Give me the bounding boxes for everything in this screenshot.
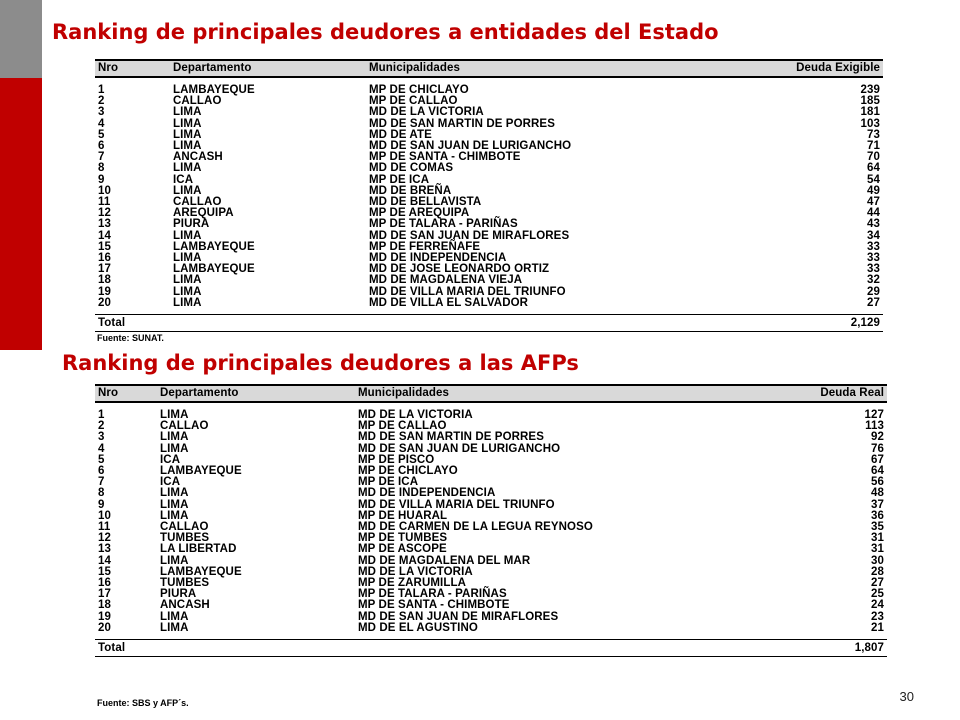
cell-deuda: 92 (871, 431, 884, 444)
cell-municipalidad: MP DE ZARUMILLA (358, 577, 466, 590)
table-row (95, 500, 887, 511)
cell-departamento: LAMBAYEQUE (160, 465, 242, 478)
cell-deuda: 239 (860, 84, 880, 96)
header-municipalidades: Municipalidades (366, 60, 746, 77)
cell-departamento: ANCASH (160, 599, 210, 612)
cell-municipalidad: MD DE INDEPENDENCIA (369, 252, 507, 265)
cell-municipalidad: MD DE INDEPENDENCIA (358, 487, 496, 500)
cell-nro: 9 (98, 498, 105, 511)
cell-municipalidad: MD DE BELLAVISTA (369, 196, 482, 209)
cell-departamento: PIURA (173, 218, 210, 231)
cell-nro: 4 (98, 117, 105, 130)
cell-municipalidad: MD DE SAN JUAN DE MIRAFLORES (358, 610, 559, 623)
cell-departamento: LA LIBERTAD (160, 543, 237, 556)
cell-deuda: 33 (867, 252, 880, 265)
table-row (95, 444, 887, 455)
cell-municipalidad: MP DE PISCO (358, 453, 435, 466)
table-row (95, 119, 883, 130)
cell-municipalidad: MD DE JOSE LEONARDO ORTIZ (369, 263, 550, 276)
cell-deuda: 64 (871, 465, 884, 478)
cell-deuda: 21 (871, 621, 884, 634)
cell-municipalidad: MP DE ICA (358, 476, 419, 489)
page-number: 30 (899, 689, 914, 704)
cell-deuda: 34 (867, 229, 880, 242)
cell-nro: 10 (98, 509, 111, 522)
cell-deuda: 56 (871, 476, 884, 489)
cell-municipalidad: MD DE VILLA MARIA DEL TRIUNFO (369, 285, 566, 298)
cell-municipalidad: MD DE CARMEN DE LA LEGUA REYNOSO (358, 521, 593, 534)
header-municipalidades: Municipalidades (355, 385, 779, 402)
cell-deuda: 25 (871, 588, 884, 601)
table-row (95, 107, 883, 118)
table-row (95, 522, 887, 533)
cell-nro: 20 (98, 621, 111, 634)
cell-deuda: 54 (867, 173, 880, 186)
cell-nro: 7 (98, 476, 105, 489)
cell-deuda: 127 (864, 409, 884, 421)
cell-deuda: 64 (867, 162, 880, 175)
cell-deuda: 185 (860, 95, 880, 108)
cell-departamento: LIMA (173, 252, 202, 265)
table-body (95, 77, 883, 309)
cell-deuda: 43 (867, 218, 880, 231)
header-deuda: Deuda Exigible (746, 60, 883, 77)
cell-departamento: CALLAO (173, 196, 222, 209)
header-deuda: Deuda Real (779, 385, 887, 402)
cell-deuda: 113 (865, 420, 884, 433)
cell-deuda: 103 (860, 117, 880, 130)
cell-nro: 8 (98, 487, 105, 500)
cell-deuda: 44 (867, 207, 880, 220)
cell-departamento: LAMBAYEQUE (173, 84, 255, 96)
table-row (95, 152, 883, 163)
cell-nro: 6 (98, 140, 105, 153)
cell-municipalidad: MD DE SAN JUAN DE MIRAFLORES (369, 229, 570, 242)
cell-deuda: 49 (867, 184, 880, 197)
table-row (95, 219, 883, 230)
cell-nro: 12 (98, 207, 111, 220)
cell-municipalidad: MD DE SAN JUAN DE LURIGANCHO (358, 442, 561, 455)
table-deudores-estado (95, 59, 883, 332)
cell-departamento: ICA (173, 173, 194, 186)
cell-departamento: LIMA (173, 117, 202, 130)
table-row (95, 432, 887, 443)
cell-nro: 8 (98, 162, 105, 175)
cell-nro: 14 (98, 229, 111, 242)
cell-deuda: 32 (867, 274, 880, 287)
cell-municipalidad: MP DE SANTA - CHIMBOTE (369, 151, 521, 164)
accent-bar-red (0, 78, 42, 350)
cell-nro: 6 (98, 465, 105, 478)
cell-nro: 2 (98, 420, 105, 433)
accent-bar-grey (0, 0, 42, 78)
cell-departamento: CALLAO (160, 521, 209, 534)
header-departamento: Departamento (157, 385, 355, 402)
cell-departamento: LIMA (173, 140, 202, 153)
cell-municipalidad: MP DE TUMBES (358, 532, 448, 545)
cell-municipalidad: MP DE CALLAO (369, 95, 458, 108)
cell-deuda: 33 (867, 263, 880, 276)
cell-nro: 13 (98, 543, 111, 556)
cell-nro: 13 (98, 218, 111, 231)
cell-municipalidad: MP DE SANTA - CHIMBOTE (358, 599, 510, 612)
cell-departamento: LAMBAYEQUE (173, 240, 255, 253)
cell-deuda: 23 (871, 610, 884, 623)
cell-deuda: 27 (867, 296, 880, 309)
cell-departamento: ICA (160, 476, 181, 489)
cell-deuda: 70 (867, 151, 880, 164)
table-total-row (95, 315, 883, 332)
cell-departamento: LIMA (173, 162, 202, 175)
cell-departamento: LIMA (160, 442, 189, 455)
cell-municipalidad: MD DE MAGDALENA VIEJA (369, 274, 523, 287)
source-note: Fuente: SBS y AFP´s. (97, 698, 189, 708)
table-row (95, 567, 887, 578)
header-nro: Nro (95, 60, 170, 77)
total-label: Total (95, 315, 170, 332)
header-nro: Nro (95, 385, 157, 402)
cell-nro: 20 (98, 296, 111, 309)
cell-nro: 14 (98, 554, 111, 567)
cell-deuda: 28 (871, 565, 884, 578)
cell-departamento: ICA (160, 453, 181, 466)
cell-deuda: 181 (860, 106, 880, 119)
table-row (95, 298, 883, 309)
cell-nro: 16 (98, 577, 111, 590)
cell-municipalidad: MD DE BREÑA (369, 184, 452, 197)
cell-deuda: 73 (867, 128, 880, 141)
cell-nro: 15 (98, 565, 111, 578)
source-note: Fuente: SUNAT. (97, 333, 164, 343)
table-row (95, 488, 887, 499)
cell-departamento: LIMA (160, 409, 189, 421)
table-row (95, 163, 883, 174)
total-value: 1,807 (779, 640, 887, 657)
cell-departamento: LIMA (173, 285, 202, 298)
cell-deuda: 31 (871, 543, 884, 556)
cell-departamento: LIMA (173, 229, 202, 242)
cell-municipalidad: MP DE HUARAL (358, 509, 448, 522)
cell-nro: 16 (98, 252, 111, 265)
cell-municipalidad: MD DE MAGDALENA DEL MAR (358, 554, 531, 567)
table-total-row (95, 640, 887, 657)
cell-nro: 5 (98, 453, 105, 466)
cell-departamento: LAMBAYEQUE (173, 263, 255, 276)
cell-deuda: 33 (867, 240, 880, 253)
cell-municipalidad: MD DE EL AGUSTINO (358, 621, 478, 634)
cell-municipalidad: MD DE COMAS (369, 162, 454, 175)
cell-departamento: TUMBES (160, 532, 210, 545)
cell-deuda: 35 (871, 521, 884, 534)
table-row (95, 175, 883, 186)
slide-title-afps: Ranking de principales deudores a las AFPs (62, 351, 579, 375)
cell-municipalidad: MP DE FERREÑAFE (369, 240, 481, 253)
cell-departamento: CALLAO (160, 420, 209, 433)
total-value: 2,129 (746, 315, 883, 332)
cell-departamento: LIMA (160, 487, 189, 500)
cell-municipalidad: MD DE ATE (369, 128, 432, 141)
cell-municipalidad: MP DE ASCOPE (358, 543, 447, 556)
cell-deuda: 37 (871, 498, 884, 511)
cell-deuda: 67 (871, 453, 884, 466)
cell-municipalidad: MD DE SAN JUAN DE LURIGANCHO (369, 140, 572, 153)
cell-municipalidad: MP DE CHICLAYO (369, 84, 469, 96)
cell-municipalidad: MD DE SAN MARTIN DE PORRES (358, 431, 544, 444)
cell-municipalidad: MD DE VILLA EL SALVADOR (369, 296, 529, 309)
cell-departamento: LIMA (160, 431, 189, 444)
table-header-row (95, 60, 883, 77)
table-row (95, 623, 887, 634)
cell-municipalidad: MD DE LA VICTORIA (369, 106, 484, 119)
cell-nro: 17 (98, 588, 111, 601)
cell-municipalidad: MD DE LA VICTORIA (358, 409, 473, 421)
cell-departamento: LAMBAYEQUE (160, 565, 242, 578)
table-row (95, 466, 887, 477)
cell-nro: 18 (98, 274, 111, 287)
cell-nro: 1 (98, 84, 105, 96)
cell-deuda: 30 (871, 554, 884, 567)
cell-departamento: CALLAO (173, 95, 222, 108)
cell-nro: 15 (98, 240, 111, 253)
cell-municipalidad: MP DE CALLAO (358, 420, 447, 433)
cell-departamento: LIMA (173, 274, 202, 287)
cell-nro: 3 (98, 431, 105, 444)
cell-departamento: LIMA (160, 610, 189, 623)
table-row (95, 612, 887, 623)
table-deudores-afps (95, 384, 887, 657)
cell-departamento: LIMA (173, 296, 202, 309)
cell-nro: 1 (98, 409, 105, 421)
table-body (95, 402, 887, 634)
cell-nro: 17 (98, 263, 111, 276)
cell-departamento: ANCASH (173, 151, 223, 164)
cell-municipalidad: MP DE TALARA - PARIÑAS (369, 218, 518, 231)
cell-municipalidad: MD DE VILLA MARIA DEL TRIUNFO (358, 498, 555, 511)
cell-nro: 10 (98, 184, 111, 197)
cell-departamento: LIMA (173, 106, 202, 119)
cell-departamento: TUMBES (160, 577, 210, 590)
cell-nro: 19 (98, 285, 111, 298)
cell-departamento: LIMA (160, 554, 189, 567)
cell-nro: 9 (98, 173, 105, 186)
cell-deuda: 36 (871, 509, 884, 522)
table-row (95, 96, 883, 107)
cell-nro: 7 (98, 151, 105, 164)
cell-deuda: 76 (871, 442, 884, 455)
cell-deuda: 48 (871, 487, 884, 500)
table-row (95, 544, 887, 555)
cell-deuda: 31 (871, 532, 884, 545)
cell-nro: 2 (98, 95, 105, 108)
cell-nro: 12 (98, 532, 111, 545)
table-row (95, 600, 887, 611)
cell-departamento: LIMA (173, 184, 202, 197)
cell-deuda: 27 (871, 577, 884, 590)
slide-title-estado: Ranking de principales deudores a entidades del Estado (52, 20, 719, 44)
cell-departamento: PIURA (160, 588, 197, 601)
table-row (95, 275, 883, 286)
cell-municipalidad: MP DE ICA (369, 173, 430, 186)
cell-departamento: LIMA (160, 621, 189, 634)
cell-nro: 11 (98, 196, 111, 209)
cell-deuda: 47 (867, 196, 880, 209)
cell-departamento: LIMA (160, 498, 189, 511)
cell-municipalidad: MD DE SAN MARTIN DE PORRES (369, 117, 555, 130)
total-label: Total (95, 640, 157, 657)
cell-nro: 3 (98, 106, 105, 119)
cell-municipalidad: MD DE LA VICTORIA (358, 565, 473, 578)
cell-municipalidad: MP DE AREQUIPA (369, 207, 470, 220)
cell-nro: 4 (98, 442, 105, 455)
cell-municipalidad: MP DE CHICLAYO (358, 465, 458, 478)
cell-deuda: 24 (871, 599, 884, 612)
cell-departamento: LIMA (173, 128, 202, 141)
cell-nro: 5 (98, 128, 105, 141)
cell-nro: 18 (98, 599, 111, 612)
cell-departamento: AREQUIPA (173, 207, 234, 220)
cell-nro: 11 (98, 521, 111, 534)
header-departamento: Departamento (170, 60, 366, 77)
cell-deuda: 71 (867, 140, 880, 153)
cell-departamento: LIMA (160, 509, 189, 522)
cell-municipalidad: MP DE TALARA - PARIÑAS (358, 588, 507, 601)
table-row (95, 410, 887, 421)
table-header-row (95, 385, 887, 402)
cell-deuda: 29 (867, 285, 880, 298)
cell-nro: 19 (98, 610, 111, 623)
